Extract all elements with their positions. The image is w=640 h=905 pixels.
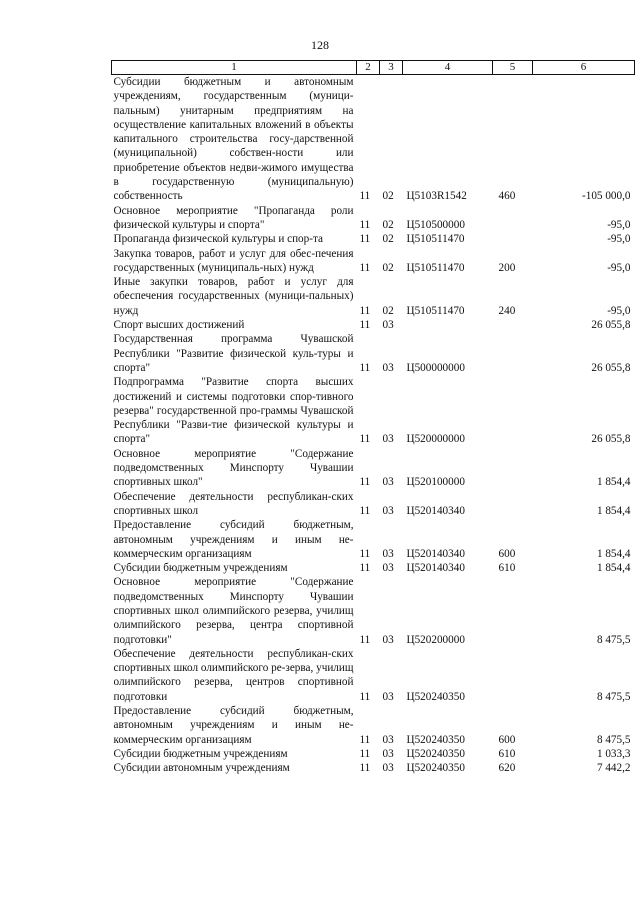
row-section: 11	[359, 504, 371, 517]
row-amount: 7 442,2	[596, 762, 631, 775]
row-subsection: 03	[382, 433, 394, 446]
row-amount: 26 055,8	[591, 361, 631, 374]
table-row	[112, 275, 635, 318]
row-subsection: 03	[382, 762, 394, 775]
row-amount: 8 475,5	[596, 733, 631, 746]
table-row	[112, 375, 635, 446]
header-col-6: 6	[533, 61, 635, 75]
row-amount: 1 854,4	[596, 562, 631, 575]
row-section: 11	[359, 733, 371, 746]
row-name: Закупка товаров, работ и услуг для обес-печения государственных (муниципаль-ных) нужд	[113, 247, 354, 274]
row-target-article: Ц510511470	[406, 261, 465, 274]
row-section: 11	[359, 433, 371, 446]
row-expense-type: 240	[498, 304, 516, 317]
row-name: Пропаганда физической культуры и спор-та	[113, 233, 323, 246]
row-subsection: 03	[382, 690, 394, 703]
row-amount: 26 055,8	[591, 433, 631, 446]
row-subsection: 03	[382, 633, 394, 646]
table-row	[112, 761, 635, 775]
row-expense-type	[493, 318, 533, 332]
table-row	[112, 518, 635, 561]
row-amount: -95,0	[607, 218, 631, 231]
row-target-article: Ц520140340	[406, 504, 465, 517]
row-target-article: Ц520240350	[406, 733, 465, 746]
row-target-article: Ц520240350	[406, 690, 465, 703]
row-expense-type: 460	[498, 190, 516, 203]
row-subsection: 03	[382, 361, 394, 374]
row-target-article: Ц520140340	[406, 547, 465, 560]
row-expense-type: 200	[498, 261, 516, 274]
row-subsection: 02	[382, 218, 394, 231]
row-amount: -95,0	[607, 304, 631, 317]
table-row	[112, 204, 635, 233]
row-amount: -95,0	[607, 233, 631, 246]
row-amount: -95,0	[607, 261, 631, 274]
row-name: Предоставление субсидий бюджетным, автономным учреждениям и иным не-коммерческим организациям	[113, 519, 354, 560]
row-subsection: 03	[382, 562, 394, 575]
row-subsection: 02	[382, 233, 394, 246]
row-subsection: 02	[382, 304, 394, 317]
row-expense-type	[493, 647, 533, 704]
row-amount: 8 475,5	[596, 633, 631, 646]
row-subsection: 03	[382, 747, 394, 760]
row-target-article: Ц520000000	[406, 433, 465, 446]
row-expense-type: 610	[498, 747, 516, 760]
row-expense-type: 620	[498, 762, 516, 775]
row-name: Основное мероприятие "Пропаганда роли физической культуры и спорта"	[113, 204, 354, 231]
row-target-article: Ц510511470	[406, 233, 465, 246]
row-subsection: 03	[382, 547, 394, 560]
row-section: 11	[359, 547, 371, 560]
row-expense-type: 600	[498, 547, 516, 560]
table-row	[112, 318, 635, 332]
table-body	[112, 75, 635, 776]
row-subsection: 03	[382, 733, 394, 746]
row-section: 11	[359, 233, 371, 246]
row-amount: 1 854,4	[596, 504, 631, 517]
row-name: Субсидии бюджетным учреждениям	[113, 747, 288, 760]
table-row	[112, 747, 635, 761]
table-row	[112, 575, 635, 646]
row-subsection: 03	[382, 476, 394, 489]
header-col-5: 5	[493, 61, 533, 75]
row-section: 11	[359, 562, 371, 575]
table-row	[112, 247, 635, 276]
header-col-1: 1	[112, 61, 357, 75]
row-expense-type	[493, 575, 533, 646]
row-name: Субсидии бюджетным учреждениям	[113, 562, 288, 575]
row-name: Иные закупки товаров, работ и услуг для обеспечения государственных (муници-пальных) нужд	[113, 276, 354, 317]
row-section: 11	[359, 476, 371, 489]
table-header	[112, 61, 635, 75]
row-amount: 26 055,8	[591, 319, 631, 332]
row-expense-type: 610	[498, 562, 516, 575]
row-expense-type	[493, 232, 533, 246]
row-target-article: Ц520240350	[406, 762, 465, 775]
row-name: Субсидии бюджетным и автономным учреждениям, государственным (муници-пальным) унитарным предприятиям на осуществление капитальных вложений в объекты капитального строительства госу-дарственной (муниципальной) собствен-ности или приобретение объектов недви-жимого имущества в государственную (муниципальную) собственность	[113, 76, 354, 203]
header-col-3: 3	[380, 61, 403, 75]
row-target-article: Ц510500000	[406, 218, 465, 231]
table-row	[112, 447, 635, 490]
row-target-article: Ц520100000	[406, 476, 465, 489]
row-section: 11	[359, 218, 371, 231]
row-subsection: 02	[382, 261, 394, 274]
header-col-2: 2	[357, 61, 380, 75]
row-section: 11	[359, 361, 371, 374]
row-amount: 1 033,3	[596, 747, 631, 760]
row-name: Субсидии автономным учреждениям	[113, 762, 290, 775]
row-name: Основное мероприятие "Содержание подведомственных Минспорту Чувашии спортивных школ олимпийского резерва, училищ олимпийского резерва, центра спортивной подготовки"	[113, 576, 354, 646]
table-row	[112, 75, 635, 204]
row-expense-type	[493, 204, 533, 233]
row-name: Спорт высших достижений	[113, 319, 245, 332]
table-row	[112, 704, 635, 747]
table-row	[112, 647, 635, 704]
row-section: 11	[359, 690, 371, 703]
row-subsection: 03	[382, 504, 394, 517]
row-target-article: Ц520240350	[406, 747, 465, 760]
row-amount: -105 000,0	[582, 190, 631, 203]
row-section: 11	[359, 762, 371, 775]
row-target-article: Ц500000000	[406, 361, 465, 374]
row-name: Предоставление субсидий бюджетным, автономным учреждениям и иным не-коммерческим организациям	[113, 705, 354, 746]
table-row	[112, 332, 635, 375]
row-subsection: 02	[382, 190, 394, 203]
row-name: Государственная программа Чувашской Республики "Развитие физической куль-туры и спорта"	[113, 333, 354, 374]
row-amount: 1 854,4	[596, 476, 631, 489]
row-amount: 1 854,4	[596, 547, 631, 560]
row-target-article	[403, 318, 493, 332]
row-name: Обеспечение деятельности республикан-ских спортивных школ олимпийского ре-зерва, училищ олимпийского резерва, центров спортивной подготовки	[113, 647, 354, 703]
row-section: 11	[359, 304, 371, 317]
row-section: 11	[359, 747, 371, 760]
row-target-article: Ц510511470	[406, 304, 465, 317]
budget-table	[111, 60, 635, 776]
row-name: Обеспечение деятельности республикан-ских спортивных школ	[113, 490, 354, 517]
row-expense-type: 600	[498, 733, 516, 746]
row-target-article: Ц520200000	[406, 633, 465, 646]
row-section: 11	[359, 190, 371, 203]
row-amount: 8 475,5	[596, 690, 631, 703]
row-target-article: Ц5103R1542	[406, 190, 467, 203]
row-expense-type	[493, 375, 533, 446]
row-section: 11	[359, 633, 371, 646]
page-number: 128	[311, 38, 329, 52]
row-name: Подпрограмма "Развитие спорта высших достижений и системы подготовки спор-тивного резерва" государственной про-граммы Чувашской Республики "Разви-тие физической культуры и спорта"	[113, 376, 354, 446]
table-row	[112, 561, 635, 575]
row-expense-type	[493, 447, 533, 490]
row-name: Основное мероприятие "Содержание подведомственных Минспорту Чувашии спортивных школ"	[113, 447, 354, 489]
table-row	[112, 490, 635, 519]
row-target-article: Ц520140340	[406, 562, 465, 575]
row-section: 11	[359, 261, 371, 274]
row-section: 11	[359, 319, 371, 332]
row-subsection: 03	[382, 319, 394, 332]
row-expense-type	[493, 490, 533, 519]
row-expense-type	[493, 332, 533, 375]
table-row	[112, 232, 635, 246]
header-col-4: 4	[403, 61, 493, 75]
